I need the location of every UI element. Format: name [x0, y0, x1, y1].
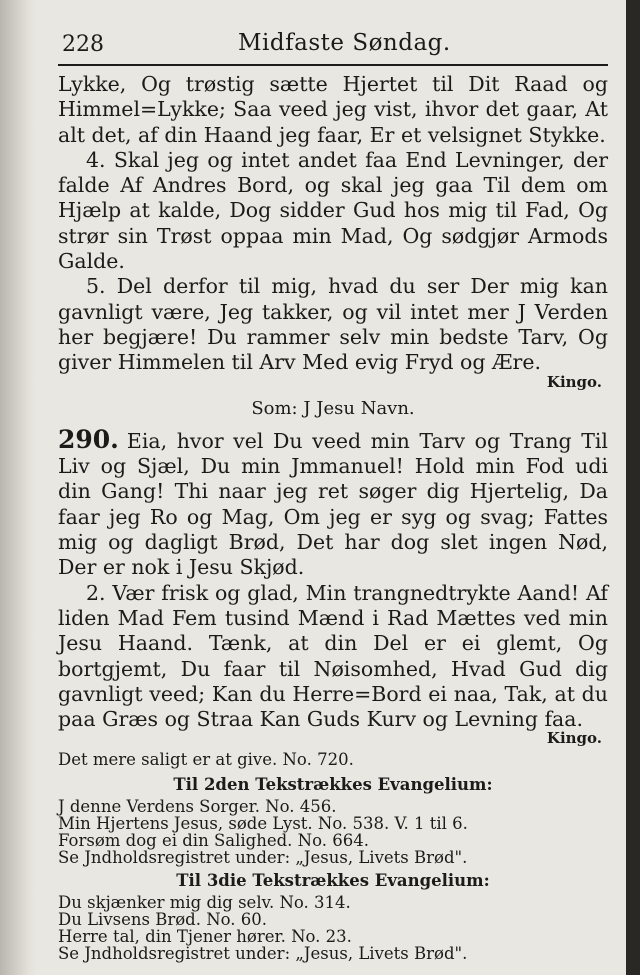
- reference-line: J denne Verdens Sorger. No. 456.: [58, 797, 337, 817]
- reference-line: Se Jndholdsregistret under: „Jesus, Livets Brød".: [58, 944, 468, 964]
- author-signature: Kingo.: [546, 729, 602, 748]
- reference-line: Du Livsens Brød. No. 60.: [58, 910, 268, 930]
- header-rule: [58, 64, 608, 66]
- section-2-references: [58, 798, 608, 866]
- reference-line: Forsøm dog ei din Salighed. No. 664.: [58, 831, 369, 851]
- hymn-290-verse-1: [58, 424, 608, 581]
- reference-line: Se Jndholdsregistret under: „Jesus, Livets Brød".: [58, 848, 468, 868]
- reference-line: Du skjænker mig dig selv. No. 314.: [58, 893, 351, 913]
- section-3-references: [58, 894, 608, 962]
- hymn-290-verse-2: 2. Vær frisk og glad, Min trangnedtrykte Aand! Af liden Mad Fem tusind Mænd i Rad Mættes ved min Jesu Haand. Tænk, at din Del er ei glemt, Og bortgjemt, Du faar til Nøisomhed, Hvad Gud dig gavnligt veed; Kan du Herre=Bord ei naa, Tak, at du paa Græs og Straa Kan Guds Kurv og Levning faa.: [58, 580, 608, 732]
- verse-4: 4. Skal jeg og intet andet faa End Levninger, der falde Af Andres Bord, og skal jeg gaa Til dem om Hjælp at kalde, Dog sidder Gud hos mig til Fad, Og strør sin Trøst oppaa min Mad, Og sødgjør Armods Galde.: [58, 147, 608, 274]
- reference-line: Min Hjertens Jesus, søde Lyst. No. 538. V. 1 til 6.: [58, 814, 468, 834]
- verse-5: 5. Del derfor til mig, hvad du ser Der mig kan gavnligt være, Jeg takker, og vil intet mer J Verden her begjære! Du rammer selv min bedste Tarv, Og giver Himmelen til Arv Med evig Fryd og Ære.: [58, 274, 608, 375]
- page-number: 228: [62, 32, 104, 57]
- section-heading-2: Til 2den Tekstrækkes Evangelium:: [173, 775, 493, 795]
- hymn-290-verse-1-text: Eia, hvor vel Du veed min Tarv og Trang Til Liv og Sjæl, Du min Jmmanuel! Hold min Fod udi din Gang! Thi naar jeg ret søger dig Hjertelig, Da faar jeg Ro og Mag, Om jeg er syg og svag; Fattes mig og dagligt Brød, Det har dog slet ingen Nød, Der er nok i Jesu Skjød.: [58, 428, 608, 580]
- melody-line: Som: J Jesu Navn.: [251, 397, 415, 419]
- verse-3-end: Lykke, Og trøstig sætte Hjertet til Dit Raad og Himmel=Lykke; Saa veed jeg vist, ihvor det gaar, At alt det, af din Haand jeg faar, Er et velsignet Stykke.: [58, 72, 608, 147]
- hymn-number: 290.: [58, 424, 119, 454]
- reference-line: Herre tal, din Tjener hører. No. 23.: [58, 927, 352, 947]
- page-title: Midfaste Søndag.: [238, 30, 451, 56]
- page-header: [58, 0, 608, 66]
- author-signature: Kingo.: [546, 372, 602, 391]
- section-heading-3: Til 3die Tekstrækkes Evangelium:: [176, 871, 490, 891]
- page-body: [58, 72, 608, 962]
- extra-reference: Det mere saligt er at give. No. 720.: [58, 750, 354, 770]
